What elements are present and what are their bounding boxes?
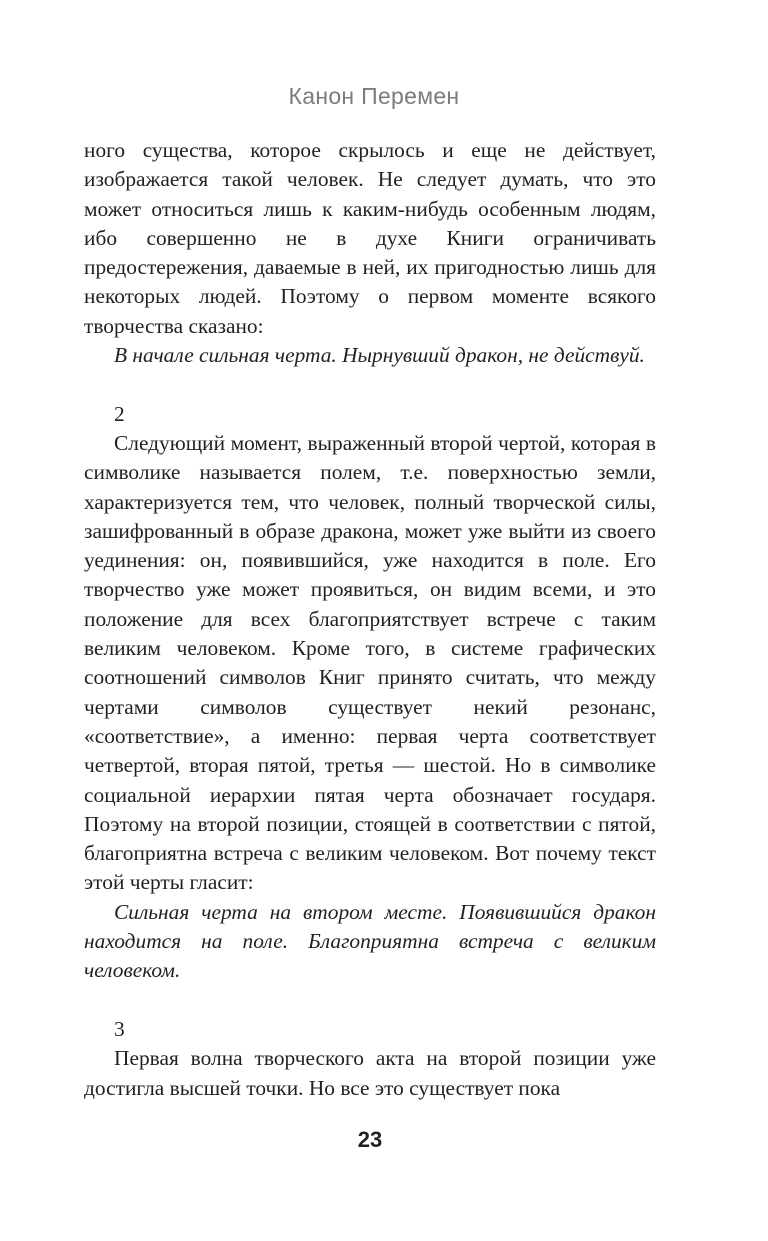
section-number-3: 3 xyxy=(114,1016,125,1041)
quote-first-line: В начале сильная черта. Нырнувший дракон, не действуй. xyxy=(114,343,645,368)
section-number-2: 2 xyxy=(114,401,125,426)
section-gap xyxy=(84,370,656,399)
section-gap xyxy=(84,986,656,1015)
paragraph-third-line: Первая волна творческого акта на второй позиции уже достигла высшей точки. Но все это существует пока xyxy=(84,1046,656,1100)
quote-second-line: Сильная черта на втором месте. Появившийся дракон находится на поле. Благоприятна встреча с великим человеком. xyxy=(84,899,656,983)
paragraph-second-line: Следующий момент, выраженный второй чертой, которая в символике называется полем, т.е. поверхностью земли, характеризуется тем, что человек, полный творческой силы, зашифрованный в образе дракона, может уже выйти из своего уединения: он, появившийся, уже находится в поле. Его творчество уже может проявиться, он видим всеми, и это положение для всех благоприятствует встрече с таким великим человеком. Кроме того, в системе графических соотношений символов Книг принято считать, что между чертами символов существует некий резонанс, «соответствие», а именно: первая черта соответствует четвертой, вторая пятой, третья — шестой. Но в символике социальной иерархии пятая черта обозначает государя. Поэтому на второй позиции, стоящей в соответствии с пятой, благоприятна встреча с великим человеком. Вот почему текст этой черты гласит: xyxy=(84,430,656,895)
paragraph-continuation: ного существа, которое скрылось и еще не действует, изображается такой человек. Не следует думать, что это может относиться лишь к каким-нибудь особенным людям, ибо совершенно не в духе Книги ограничивать предостережения, даваемые в ней, их пригодностью лишь для некоторых людей. Поэтому о первом моменте всякого творчества сказано: xyxy=(84,138,656,338)
body-text xyxy=(84,136,656,1103)
page-number: 23 xyxy=(357,1127,383,1152)
running-head: Канон Перемен xyxy=(288,83,460,109)
